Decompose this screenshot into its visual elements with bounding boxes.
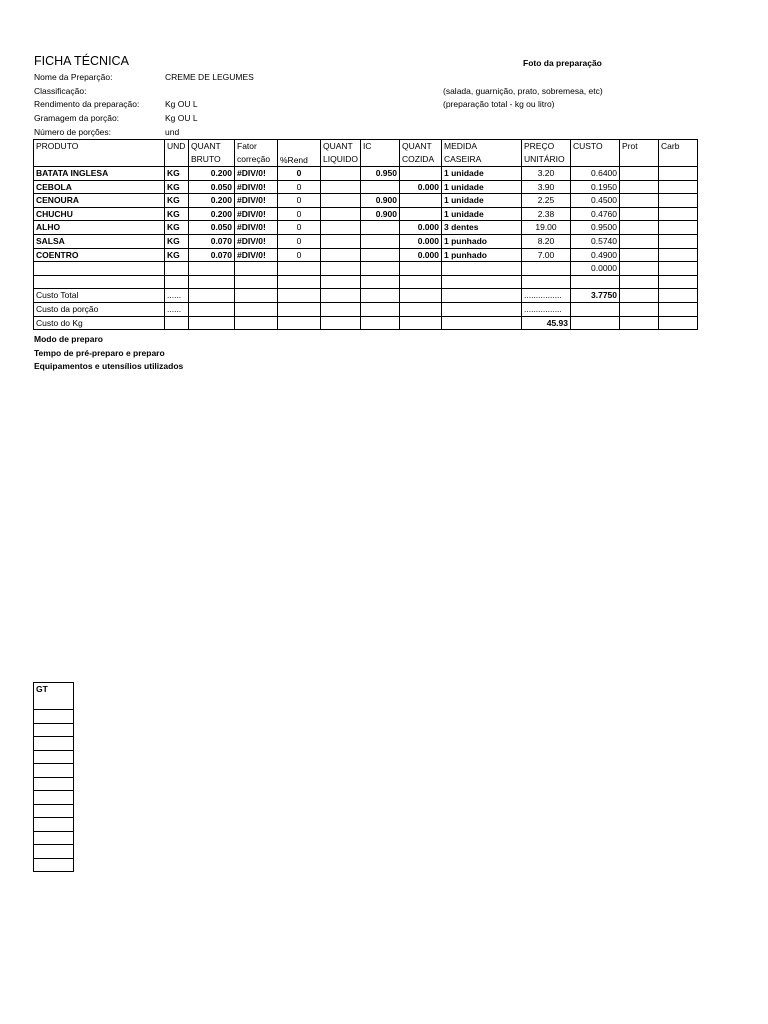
cell-custo: 0.4900 xyxy=(571,248,620,262)
cell-quant-bruto: 0.070 xyxy=(189,248,235,262)
header-fator: Fator correção xyxy=(235,140,278,167)
custo-total-row xyxy=(34,289,698,303)
cell-quant-bruto: 0.070 xyxy=(189,234,235,248)
cell-produto: CEBOLA xyxy=(34,180,165,194)
cell-custo: 0.9500 xyxy=(571,221,620,235)
cell-preco: 8.20 xyxy=(522,234,571,248)
cell-rend: 0 xyxy=(278,248,321,262)
info-label-porcoes: Número de porções: xyxy=(34,127,112,137)
table-row xyxy=(34,207,698,221)
cell-und: KG xyxy=(165,221,189,235)
gt-cell xyxy=(34,750,74,764)
spacer-row xyxy=(34,275,698,289)
equipamentos-label: Equipamentos e utensílios utilizados xyxy=(34,361,184,371)
table-row xyxy=(34,234,698,248)
custo-kg-row xyxy=(34,316,698,330)
cell-quant-cozida xyxy=(400,207,442,221)
gt-row xyxy=(34,777,74,791)
info-value-gramagem: Kg OU L xyxy=(165,113,198,123)
cell-medida: 3 dentes xyxy=(442,221,522,235)
cell-carb xyxy=(659,194,698,208)
info-value-porcoes: und xyxy=(165,127,180,137)
gt-cell xyxy=(34,764,74,778)
cell-prot xyxy=(620,167,659,181)
cell-quant-bruto: 0.200 xyxy=(189,194,235,208)
cell-produto: ALHO xyxy=(34,221,165,235)
empty-row xyxy=(34,262,698,276)
gt-cell xyxy=(34,723,74,737)
page-title: FICHA TÉCNICA xyxy=(34,54,129,68)
header-carb: Carb xyxy=(659,140,698,167)
cell-medida: 1 punhado xyxy=(442,234,522,248)
gt-row xyxy=(34,791,74,805)
cell-quant-liquido xyxy=(321,194,361,208)
info-note-classificacao: (salada, guarnição, prato, sobremesa, etc) xyxy=(443,86,603,96)
custo-kg-value: 45.93 xyxy=(522,316,571,330)
cell-custo: 0.1950 xyxy=(571,180,620,194)
cell-custo: 0.5740 xyxy=(571,234,620,248)
gt-cell xyxy=(34,858,74,872)
gt-cell xyxy=(34,737,74,751)
cell-fator: #DIV/0! xyxy=(235,180,278,194)
cell-quant-cozida xyxy=(400,194,442,208)
header-rend: %Rend xyxy=(278,140,321,167)
table-body xyxy=(34,167,698,262)
info-note-rendimento: (preparação total - kg ou litro) xyxy=(443,99,555,109)
header-und: UND xyxy=(165,140,189,167)
cell-rend: 0 xyxy=(278,221,321,235)
cell-und: KG xyxy=(165,194,189,208)
cell-ic xyxy=(361,248,400,262)
cell-custo: 0.6400 xyxy=(571,167,620,181)
cell-quant-cozida: 0.000 xyxy=(400,221,442,235)
cell-produto: BATATA INGLESA xyxy=(34,167,165,181)
gt-cell xyxy=(34,710,74,724)
cell-ic: 0.900 xyxy=(361,207,400,221)
custo-porcao-preco: ................ xyxy=(522,302,571,316)
cell-quant-cozida: 0.000 xyxy=(400,180,442,194)
gt-row xyxy=(34,764,74,778)
cell-quant-bruto: 0.200 xyxy=(189,207,235,221)
info-label-classificacao: Classificação: xyxy=(34,86,87,96)
custo-porcao-und: ...... xyxy=(165,302,189,316)
gt-header-row xyxy=(34,683,74,710)
header-quant-bruto: QUANT BRUTO xyxy=(189,140,235,167)
cell-rend: 0 xyxy=(278,194,321,208)
cell-quant-cozida: 0.000 xyxy=(400,248,442,262)
info-value-rendimento: Kg OU L xyxy=(165,99,198,109)
gt-cell xyxy=(34,831,74,845)
gt-label: GT xyxy=(34,683,74,710)
cell-carb xyxy=(659,207,698,221)
cell-preco: 3.90 xyxy=(522,180,571,194)
cell-prot xyxy=(620,221,659,235)
table-row xyxy=(34,167,698,181)
cell-custo: 0.4760 xyxy=(571,207,620,221)
cell-und: KG xyxy=(165,167,189,181)
gt-row xyxy=(34,710,74,724)
cell-produto: SALSA xyxy=(34,234,165,248)
cell-medida: 1 unidade xyxy=(442,207,522,221)
info-value-nome: CREME DE LEGUMES xyxy=(165,72,254,82)
table-row xyxy=(34,221,698,235)
custo-total-preco: ................ xyxy=(522,289,571,303)
cell-medida: 1 unidade xyxy=(442,180,522,194)
cell-fator: #DIV/0! xyxy=(235,167,278,181)
gt-row xyxy=(34,858,74,872)
cell-prot xyxy=(620,234,659,248)
gt-row xyxy=(34,723,74,737)
cell-prot xyxy=(620,248,659,262)
gt-row xyxy=(34,804,74,818)
gt-row xyxy=(34,818,74,832)
header-custo: CUSTO xyxy=(571,140,620,167)
cell-quant-cozida xyxy=(400,167,442,181)
header-ic: IC xyxy=(361,140,400,167)
custo-porcao-row xyxy=(34,302,698,316)
cell-prot xyxy=(620,207,659,221)
table-row xyxy=(34,194,698,208)
cell-quant-liquido xyxy=(321,234,361,248)
cell-prot xyxy=(620,194,659,208)
ingredients-table xyxy=(33,139,698,330)
header-quant-liquido: QUANT LIQUIDO xyxy=(321,140,361,167)
cell-rend: 0 xyxy=(278,167,321,181)
cell-carb xyxy=(659,221,698,235)
cell-ic xyxy=(361,180,400,194)
cell-fator: #DIV/0! xyxy=(235,248,278,262)
cell-quant-liquido xyxy=(321,180,361,194)
header-preco: PREÇO UNITÁRIO xyxy=(522,140,571,167)
info-label-gramagem: Gramagem da porção: xyxy=(34,113,120,123)
table-header-row xyxy=(34,140,698,167)
table-row xyxy=(34,180,698,194)
cell-preco: 7.00 xyxy=(522,248,571,262)
cell-produto: COENTRO xyxy=(34,248,165,262)
cell-custo: 0.4500 xyxy=(571,194,620,208)
cell-ic xyxy=(361,234,400,248)
custo-kg-label: Custo do Kg xyxy=(34,316,165,330)
gt-row xyxy=(34,845,74,859)
cell-und: KG xyxy=(165,207,189,221)
cell-quant-liquido xyxy=(321,167,361,181)
cell-rend: 0 xyxy=(278,234,321,248)
cell-und: KG xyxy=(165,248,189,262)
gt-row xyxy=(34,737,74,751)
cell-fator: #DIV/0! xyxy=(235,234,278,248)
custo-total-label: Custo Total xyxy=(34,289,165,303)
gt-cell xyxy=(34,804,74,818)
cell-quant-liquido xyxy=(321,248,361,262)
cell-quant-liquido xyxy=(321,207,361,221)
cell-quant-bruto: 0.200 xyxy=(189,167,235,181)
cell-carb xyxy=(659,234,698,248)
cell-quant-liquido xyxy=(321,221,361,235)
table-row xyxy=(34,248,698,262)
tempo-preparo-label: Tempo de pré-preparo e preparo xyxy=(34,348,165,358)
header-medida: MEDIDA CASEIRA xyxy=(442,140,522,167)
cell-rend: 0 xyxy=(278,207,321,221)
cell-preco: 3.20 xyxy=(522,167,571,181)
cell-carb xyxy=(659,167,698,181)
cell-produto: CENOURA xyxy=(34,194,165,208)
cell-fator: #DIV/0! xyxy=(235,207,278,221)
cell-fator: #DIV/0! xyxy=(235,221,278,235)
info-label-nome: Nome da Preparção: xyxy=(34,72,113,82)
cell-medida: 1 unidade xyxy=(442,167,522,181)
gt-row xyxy=(34,750,74,764)
info-label-rendimento: Rendimento da preparação: xyxy=(34,99,140,109)
gt-table xyxy=(33,682,74,872)
cell-ic: 0.900 xyxy=(361,194,400,208)
gt-cell xyxy=(34,777,74,791)
custo-total-value: 3.7750 xyxy=(571,289,620,303)
gt-cell xyxy=(34,791,74,805)
modo-preparo-label: Modo de preparo xyxy=(34,334,103,344)
cell-preco: 2.25 xyxy=(522,194,571,208)
gt-cell xyxy=(34,845,74,859)
cell-medida: 1 unidade xyxy=(442,194,522,208)
cell-preco: 19.00 xyxy=(522,221,571,235)
cell-preco: 2.38 xyxy=(522,207,571,221)
custo-total-und: ...... xyxy=(165,289,189,303)
header-quant-cozida: QUANT COZIDA xyxy=(400,140,442,167)
cell-quant-cozida: 0.000 xyxy=(400,234,442,248)
cell-und: KG xyxy=(165,180,189,194)
cell-ic xyxy=(361,221,400,235)
cell-quant-bruto: 0.050 xyxy=(189,221,235,235)
cell-carb xyxy=(659,248,698,262)
empty-row-custo: 0.0000 xyxy=(571,262,620,276)
gt-cell xyxy=(34,818,74,832)
cell-medida: 1 punhado xyxy=(442,248,522,262)
gt-body xyxy=(34,710,74,872)
cell-quant-bruto: 0.050 xyxy=(189,180,235,194)
cell-fator: #DIV/0! xyxy=(235,194,278,208)
cell-carb xyxy=(659,180,698,194)
cell-produto: CHUCHU xyxy=(34,207,165,221)
header-prot: Prot xyxy=(620,140,659,167)
cell-und: KG xyxy=(165,234,189,248)
gt-row xyxy=(34,831,74,845)
cell-prot xyxy=(620,180,659,194)
custo-porcao-label: Custo da porção xyxy=(34,302,165,316)
photo-label: Foto da preparação xyxy=(523,58,602,68)
header-produto: PRODUTO xyxy=(34,140,165,167)
cell-ic: 0.950 xyxy=(361,167,400,181)
cell-rend: 0 xyxy=(278,180,321,194)
